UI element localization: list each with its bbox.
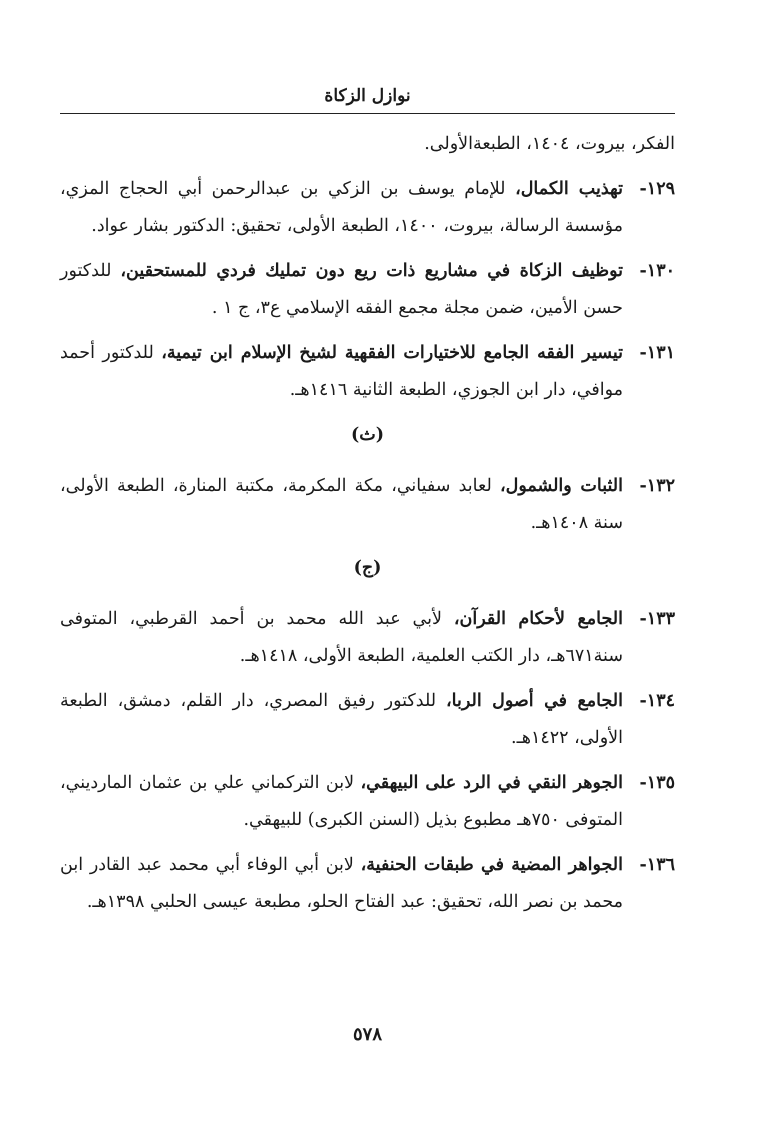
entries-group-b [60, 468, 675, 542]
bibliography-body [60, 126, 675, 929]
entry-number: ١٣٠- [639, 261, 675, 281]
bibliography-entry [60, 765, 675, 839]
entry-details: لأبي عبد الله محمد بن أحمد القرطبي، المتوفى سنة٦٧١هـ، دار الكتب العلمية، الطبعة الأولى، ١٤١٨هـ. [60, 609, 623, 666]
entry-number: ١٣٦- [639, 855, 675, 875]
entry-title: الثبات والشمول، [499, 476, 623, 496]
entry-number: ١٣٤- [639, 691, 675, 711]
entries-group-c [60, 601, 675, 921]
bibliography-entry [60, 171, 675, 245]
bibliography-entry [60, 683, 675, 757]
entry-details: لعابد سفياني، مكة المكرمة، مكتبة المنارة، الطبعة الأولى، سنة ١٤٠٨هـ. [60, 476, 623, 533]
entry-title: الجامع لأحكام القرآن، [453, 609, 623, 629]
entry-number: ١٣١- [639, 343, 675, 363]
section-heading-jim: (ج) [353, 558, 382, 578]
header-rule [60, 113, 675, 114]
entry-number: ١٢٩- [639, 179, 675, 199]
entry-details: للدكتور حسن الأمين، ضمن مجلة مجمع الفقه الإسلامي ع٣، ج ١ . [60, 261, 623, 318]
entry-details: لابن التركماني علي بن عثمان المارديني، المتوفى ٧٥٠هـ مطبوع بذيل (السنن الكبرى) للبيهقي. [60, 773, 623, 830]
entry-number: ١٣٣- [639, 609, 675, 629]
running-header: نوازل الزكاة [324, 86, 411, 106]
bibliography-entry [60, 601, 675, 675]
entry-title: الجواهر المضية في طبقات الحنفية، [360, 855, 623, 875]
entry-number: ١٣٢- [639, 476, 675, 496]
entry-details: لابن أبي الوفاء أبي محمد عبد القادر ابن محمد بن نصر الله، تحقيق: عبد الفتاح الحلو، مطبعة عيسى الحلبي ١٣٩٨هـ. [60, 855, 623, 912]
entry-title: توظيف الزكاة في مشاريع ذات ريع دون تمليك فردي للمستحقين، [120, 261, 623, 281]
entry-details: للإمام يوسف بن الزكي بن عبدالرحمن أبي الحجاج المزي، مؤسسة الرسالة، بيروت، ١٤٠٠، الطبعة الأولى، تحقيق: الدكتور بشار عواد. [60, 179, 623, 236]
entry-details: للدكتور رفيق المصري، دار القلم، دمشق، الطبعة الأولى، ١٤٢٢هـ. [60, 691, 623, 748]
entry-details: للدكتور أحمد موافي، دار ابن الجوزي، الطبعة الثانية ١٤١٦هـ. [60, 343, 623, 400]
page-number: ٥٧٨ [352, 1024, 382, 1045]
entry-title: تهذيب الكمال، [515, 179, 623, 199]
bibliography-entry [60, 335, 675, 409]
bibliography-entry [60, 847, 675, 921]
entry-number: ١٣٥- [639, 773, 675, 793]
entry-title: الجوهر النقي في الرد على البيهقي، [360, 773, 623, 793]
bibliography-entry [60, 253, 675, 327]
continuation-text: الفكر، بيروت، ١٤٠٤، الطبعةالأولى. [424, 134, 675, 154]
section-heading-tha: (ث) [350, 425, 385, 445]
entry-title: الجامع في أصول الربا، [446, 691, 624, 711]
entry-title: تيسير الفقه الجامع للاختيارات الفقهية لشيخ الإسلام ابن تيمية، [161, 343, 623, 363]
entries-group-a [60, 171, 675, 409]
bibliography-entry [60, 468, 675, 542]
